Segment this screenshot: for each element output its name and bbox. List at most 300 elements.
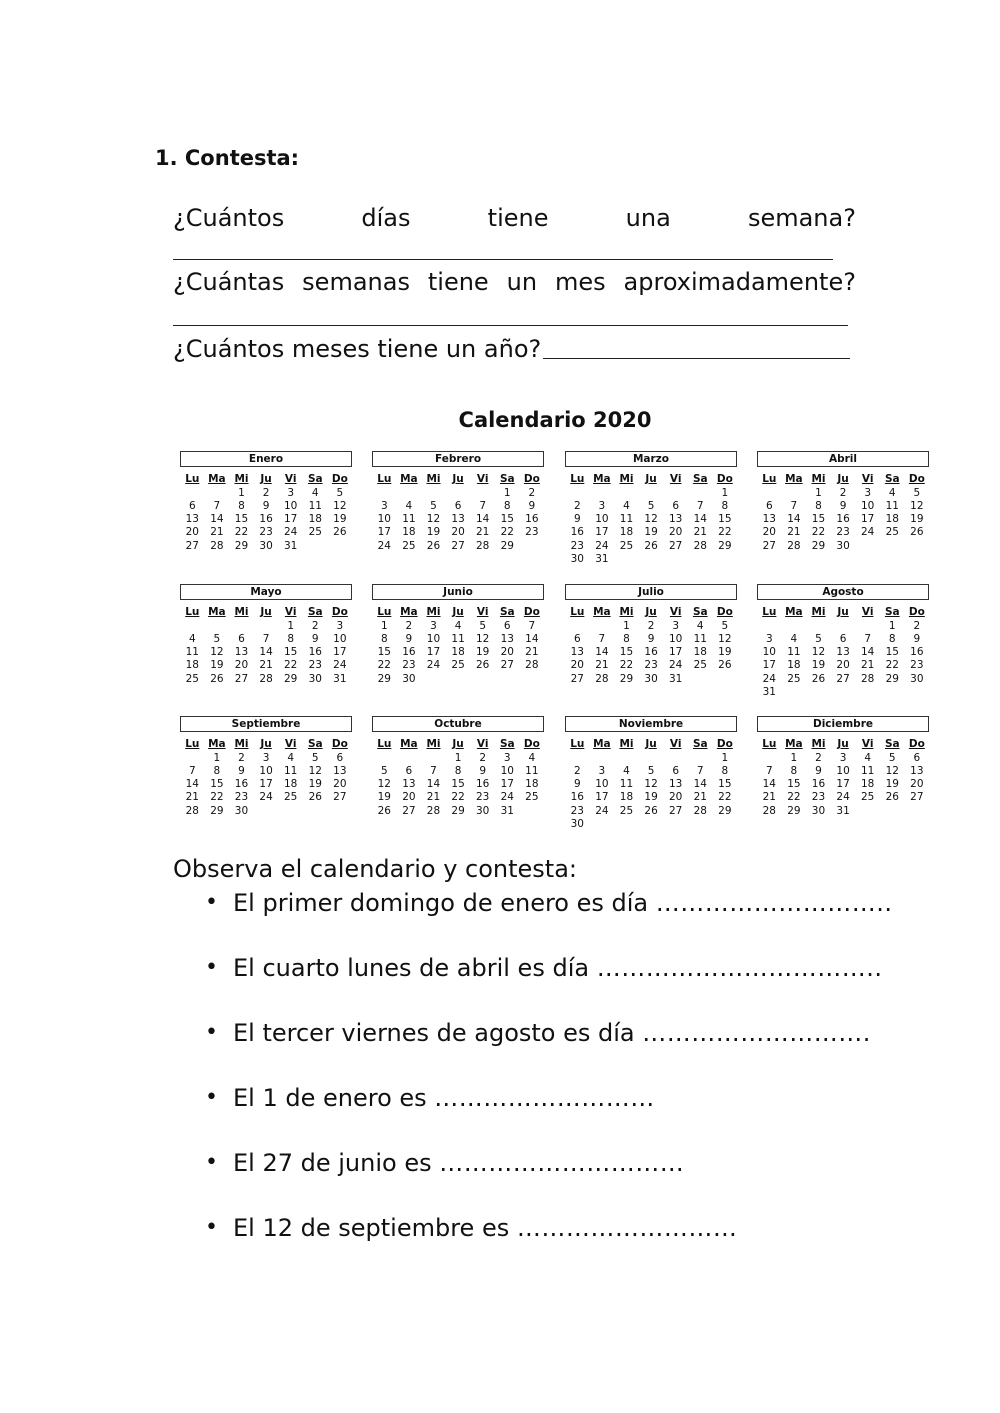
weekday-header: Ma (400, 606, 418, 618)
q2-word: semanas (302, 268, 410, 296)
day-cell: 10 (668, 632, 683, 645)
day-cell: 18 (619, 791, 634, 804)
day-cell: 6 (672, 499, 680, 512)
questions-list (233, 888, 893, 1278)
day-cell: 6 (765, 499, 773, 512)
weekday-header: Ju (837, 473, 849, 485)
answer-line-2[interactable] (173, 325, 848, 326)
day-cell: 22 (885, 659, 899, 672)
day-cell: 19 (885, 778, 899, 791)
day-cell: 3 (380, 499, 388, 512)
day-cell: 8 (503, 499, 511, 512)
day-grid (757, 606, 929, 699)
day-cell: 1 (454, 751, 462, 764)
weekday-header: Vi (669, 473, 682, 485)
day-cell: 13 (451, 513, 465, 526)
day-cell: 15 (787, 778, 801, 791)
day-cell: 12 (333, 499, 347, 512)
day-cell: 29 (787, 804, 801, 817)
day-cell: 16 (259, 513, 273, 526)
day-cell: 10 (426, 632, 441, 645)
empty-cell (372, 487, 397, 500)
month-mayo (180, 584, 352, 686)
day-cell: 5 (815, 632, 822, 645)
day-cell: 24 (836, 791, 850, 804)
day-cell: 14 (525, 632, 539, 645)
empty-cell (372, 752, 397, 765)
day-cell: 7 (262, 632, 270, 645)
day-cell: 11 (402, 513, 416, 526)
weekday-header: Mi (234, 473, 249, 485)
empty-cell (757, 620, 782, 633)
day-cell: 15 (234, 513, 249, 526)
weekday-header: Vi (861, 738, 874, 750)
day-cell: 10 (860, 499, 875, 512)
month-name: Octubre (372, 716, 544, 732)
day-cell: 20 (333, 778, 347, 791)
day-cell: 29 (718, 804, 732, 817)
day-cell: 9 (528, 499, 536, 512)
day-cell: 21 (595, 659, 609, 672)
day-cell: 16 (475, 778, 490, 791)
day-cell: 20 (668, 791, 683, 804)
day-cell: 19 (308, 778, 322, 791)
day-cell: 19 (426, 526, 441, 539)
day-cell: 26 (475, 659, 490, 672)
answer-dots[interactable]: ………………………. (642, 1019, 871, 1047)
day-cell: 27 (234, 672, 249, 685)
day-cell: 4 (623, 764, 630, 777)
day-cell: 2 (479, 751, 487, 764)
day-cell: 7 (696, 499, 704, 512)
day-cell: 22 (787, 791, 801, 804)
day-cell: 13 (570, 646, 584, 659)
day-cell: 14 (259, 646, 273, 659)
weekday-header: Ma (785, 738, 803, 750)
day-cell: 12 (811, 646, 826, 659)
day-cell: 15 (718, 513, 732, 526)
weekday-header: Lu (185, 738, 200, 750)
answer-dots[interactable]: ……………………….. (655, 889, 893, 917)
empty-cell (180, 487, 205, 500)
empty-cell (446, 487, 471, 500)
day-cell: 1 (888, 619, 896, 632)
month-name: Abril (757, 451, 929, 467)
day-cell: 21 (693, 526, 707, 539)
day-grid (565, 606, 737, 686)
day-cell: 14 (693, 513, 707, 526)
answer-dots[interactable]: …………………………….. (596, 954, 883, 982)
day-cell: 8 (238, 499, 245, 512)
day-cell: 11 (860, 764, 875, 777)
day-cell: 22 (234, 526, 249, 539)
day-cell: 27 (570, 672, 584, 685)
day-cell: 29 (234, 539, 249, 552)
day-cell: 21 (475, 526, 490, 539)
month-agosto (757, 584, 929, 699)
day-cell: 21 (426, 791, 441, 804)
day-cell: 17 (595, 526, 609, 539)
day-cell: 10 (283, 499, 298, 512)
day-cell: 8 (380, 632, 388, 645)
day-cell: 30 (475, 804, 490, 817)
day-cell: 13 (668, 778, 683, 791)
day-cell: 18 (451, 646, 465, 659)
day-cell: 3 (765, 632, 773, 645)
day-cell: 27 (451, 539, 465, 552)
day-cell: 18 (283, 778, 298, 791)
month-marzo (565, 451, 737, 566)
day-cell: 19 (910, 513, 924, 526)
day-cell: 22 (718, 526, 732, 539)
empty-cell (180, 620, 205, 633)
day-cell: 16 (910, 646, 924, 659)
day-cell: 17 (836, 778, 850, 791)
list-item (233, 1018, 893, 1083)
weekday-header: Do (908, 606, 925, 618)
day-cell: 11 (885, 499, 899, 512)
day-cell: 8 (790, 764, 798, 777)
day-cell: 12 (426, 513, 441, 526)
day-cell: 4 (188, 632, 196, 645)
day-cell: 13 (500, 632, 514, 645)
day-cell: 8 (287, 632, 295, 645)
day-cell: 28 (210, 539, 224, 552)
weekday-header: Mi (426, 606, 441, 618)
empty-cell (590, 620, 615, 633)
weekday-header: Ma (208, 606, 226, 618)
day-cell: 15 (811, 513, 826, 526)
answer-line-1[interactable] (173, 259, 833, 260)
day-cell: 6 (839, 632, 847, 645)
day-cell: 30 (234, 804, 249, 817)
day-cell: 24 (333, 659, 347, 672)
q1-word: tiene (487, 204, 549, 232)
day-cell: 10 (762, 646, 776, 659)
day-cell: 17 (259, 778, 273, 791)
day-cell: 18 (693, 646, 707, 659)
day-cell: 14 (210, 513, 224, 526)
weekday-header: Ju (452, 473, 464, 485)
day-cell: 9 (405, 632, 413, 645)
day-cell: 12 (308, 764, 322, 777)
day-cell: 15 (718, 778, 732, 791)
answer-dots[interactable]: ……………………… (516, 1214, 738, 1242)
day-cell: 22 (283, 659, 298, 672)
weekday-header: Vi (861, 606, 874, 618)
month-enero (180, 451, 352, 553)
weekday-header: Vi (476, 473, 489, 485)
day-cell: 15 (451, 778, 465, 791)
weekday-header: Ju (452, 738, 464, 750)
empty-cell (614, 752, 639, 765)
day-cell: 29 (500, 539, 514, 552)
weekday-header: Ju (260, 606, 272, 618)
day-cell: 11 (787, 646, 801, 659)
day-cell: 25 (283, 791, 298, 804)
day-cell: 12 (377, 778, 391, 791)
day-cell: 20 (185, 526, 199, 539)
day-cell: 29 (210, 804, 224, 817)
day-cell: 1 (503, 486, 511, 499)
weekday-header: Do (331, 738, 348, 750)
month-name: Julio (565, 584, 737, 600)
day-cell: 16 (402, 646, 416, 659)
day-cell: 17 (668, 646, 683, 659)
day-cell: 31 (668, 672, 683, 685)
day-cell: 24 (595, 804, 609, 817)
weekday-header: Sa (884, 473, 900, 485)
day-cell: 19 (475, 646, 490, 659)
day-cell: 25 (885, 526, 899, 539)
day-cell: 26 (333, 526, 347, 539)
day-cell: 8 (454, 764, 462, 777)
day-cell: 20 (234, 659, 249, 672)
weekday-header: Ju (260, 473, 272, 485)
empty-cell (757, 487, 782, 500)
day-cell: 31 (500, 804, 514, 817)
day-cell: 19 (333, 513, 347, 526)
day-cell: 22 (210, 791, 224, 804)
day-cell: 16 (811, 778, 826, 791)
day-cell: 2 (839, 486, 847, 499)
day-cell: 26 (885, 791, 899, 804)
day-cell: 9 (573, 778, 581, 791)
day-cell: 27 (836, 672, 850, 685)
weekday-header: Ju (452, 606, 464, 618)
day-cell: 24 (259, 791, 273, 804)
day-cell: 1 (623, 619, 630, 632)
day-cell: 30 (910, 672, 924, 685)
month-name: Noviembre (565, 716, 737, 732)
day-cell: 17 (860, 513, 875, 526)
day-cell: 6 (336, 751, 344, 764)
weekday-header: Ma (593, 606, 611, 618)
day-cell: 6 (238, 632, 245, 645)
day-cell: 3 (864, 486, 872, 499)
day-cell: 15 (283, 646, 298, 659)
item-text: El 1 de enero es (233, 1084, 427, 1112)
day-cell: 14 (426, 778, 441, 791)
weekday-header: Lu (762, 473, 777, 485)
day-cell: 8 (721, 499, 729, 512)
day-cell: 9 (913, 632, 921, 645)
day-cell: 26 (718, 659, 732, 672)
q1-word: ¿Cuántos (173, 204, 285, 232)
weekday-header: Ju (837, 738, 849, 750)
observa-instruction: Observa el calendario y contesta: (173, 855, 578, 883)
day-cell: 26 (377, 804, 391, 817)
q2-word: un (506, 268, 538, 296)
day-cell: 1 (790, 751, 798, 764)
day-cell: 18 (787, 659, 801, 672)
empty-cell (565, 487, 590, 500)
day-cell: 14 (762, 778, 776, 791)
empty-cell (806, 620, 831, 633)
day-cell: 27 (668, 804, 683, 817)
exercise-heading: 1. Contesta: (155, 146, 300, 170)
q2-word: ¿Cuántas (173, 268, 285, 296)
day-cell: 26 (210, 672, 224, 685)
day-cell: 2 (573, 499, 581, 512)
answer-line-3[interactable] (543, 358, 850, 359)
empty-cell (590, 487, 615, 500)
day-cell: 3 (262, 751, 270, 764)
day-cell: 24 (426, 659, 441, 672)
day-cell: 23 (644, 659, 658, 672)
day-cell: 13 (402, 778, 416, 791)
day-cell: 5 (647, 499, 655, 512)
day-cell: 7 (765, 764, 773, 777)
day-cell: 11 (185, 646, 199, 659)
empty-cell (254, 620, 279, 633)
day-cell: 10 (595, 513, 609, 526)
weekday-header: Ma (785, 606, 803, 618)
weekday-header: Sa (884, 606, 900, 618)
weekday-header: Lu (762, 606, 777, 618)
day-cell: 18 (308, 513, 322, 526)
day-cell: 19 (811, 659, 826, 672)
day-cell: 5 (336, 486, 344, 499)
day-cell: 7 (696, 764, 704, 777)
day-cell: 29 (451, 804, 465, 817)
day-cell: 28 (787, 539, 801, 552)
weekday-header: Sa (307, 738, 323, 750)
day-cell: 21 (762, 791, 776, 804)
weekday-header: Sa (499, 606, 515, 618)
list-item (233, 1083, 893, 1148)
month-diciembre (757, 716, 929, 818)
day-cell: 28 (693, 539, 707, 552)
day-cell: 9 (573, 513, 581, 526)
weekday-header: Sa (692, 738, 708, 750)
day-cell: 12 (475, 632, 490, 645)
empty-cell (397, 752, 422, 765)
day-cell: 15 (377, 646, 391, 659)
calendar-title: Calendario 2020 (458, 408, 652, 432)
day-cell: 22 (718, 791, 732, 804)
day-cell: 27 (910, 791, 924, 804)
day-cell: 4 (528, 751, 536, 764)
weekday-header: Do (331, 473, 348, 485)
day-cell: 4 (790, 632, 798, 645)
day-cell: 10 (836, 764, 850, 777)
day-cell: 3 (336, 619, 344, 632)
weekday-header: Ju (645, 473, 657, 485)
day-cell: 4 (864, 751, 872, 764)
day-cell: 30 (308, 672, 322, 685)
day-cell: 15 (885, 646, 899, 659)
day-grid (565, 738, 737, 831)
answer-dots[interactable]: ………………………… (439, 1149, 685, 1177)
day-cell: 28 (595, 672, 609, 685)
day-cell: 16 (836, 513, 850, 526)
day-cell: 13 (910, 764, 924, 777)
day-cell: 20 (762, 526, 776, 539)
day-cell: 31 (836, 804, 850, 817)
day-cell: 1 (721, 486, 729, 499)
day-cell: 26 (308, 791, 322, 804)
day-cell: 25 (860, 791, 875, 804)
weekday-header: Lu (185, 606, 200, 618)
day-cell: 22 (377, 659, 391, 672)
day-cell: 28 (693, 804, 707, 817)
day-cell: 25 (402, 539, 416, 552)
list-item (233, 1148, 893, 1213)
day-cell: 29 (283, 672, 298, 685)
day-cell: 10 (377, 513, 391, 526)
weekday-header: Vi (476, 606, 489, 618)
day-cell: 2 (913, 619, 921, 632)
day-cell: 7 (528, 619, 536, 632)
answer-dots[interactable]: ……………………… (434, 1084, 655, 1112)
q1-word: días (361, 204, 411, 232)
weekday-header: Mi (619, 473, 634, 485)
day-cell: 8 (623, 632, 630, 645)
day-cell: 30 (811, 804, 826, 817)
weekday-header: Mi (234, 738, 249, 750)
day-cell: 30 (836, 539, 850, 552)
empty-cell (663, 752, 688, 765)
month-junio (372, 584, 544, 686)
day-cell: 17 (333, 646, 347, 659)
day-cell: 3 (839, 751, 847, 764)
day-cell: 2 (815, 751, 822, 764)
day-cell: 3 (430, 619, 437, 632)
day-cell: 20 (500, 646, 514, 659)
day-cell: 23 (234, 791, 249, 804)
day-cell: 28 (426, 804, 441, 817)
day-cell: 22 (811, 526, 826, 539)
day-cell: 7 (479, 499, 487, 512)
day-cell: 7 (213, 499, 221, 512)
weekday-header: Lu (570, 738, 585, 750)
day-cell: 18 (185, 659, 199, 672)
day-cell: 24 (668, 659, 683, 672)
month-name: Septiembre (180, 716, 352, 732)
day-cell: 8 (721, 764, 729, 777)
day-cell: 27 (668, 539, 683, 552)
day-cell: 5 (721, 619, 729, 632)
day-grid (180, 473, 352, 553)
day-cell: 5 (913, 486, 921, 499)
weekday-header: Lu (762, 738, 777, 750)
weekday-header: Do (523, 473, 540, 485)
empty-cell (855, 620, 880, 633)
empty-cell (470, 487, 495, 500)
day-cell: 5 (888, 751, 896, 764)
day-cell: 16 (525, 513, 539, 526)
day-cell: 12 (910, 499, 924, 512)
day-cell: 26 (426, 539, 441, 552)
empty-cell (688, 487, 713, 500)
day-cell: 13 (185, 513, 199, 526)
month-name: Marzo (565, 451, 737, 467)
day-cell: 29 (885, 672, 899, 685)
day-cell: 8 (815, 499, 822, 512)
day-cell: 16 (644, 646, 658, 659)
empty-cell (565, 620, 590, 633)
weekday-header: Ma (785, 473, 803, 485)
day-cell: 24 (595, 539, 609, 552)
month-name: Febrero (372, 451, 544, 467)
empty-cell (421, 752, 446, 765)
weekday-header: Ju (645, 606, 657, 618)
day-grid (372, 473, 544, 553)
day-cell: 7 (430, 764, 437, 777)
day-cell: 19 (377, 791, 391, 804)
weekday-header: Sa (499, 738, 515, 750)
